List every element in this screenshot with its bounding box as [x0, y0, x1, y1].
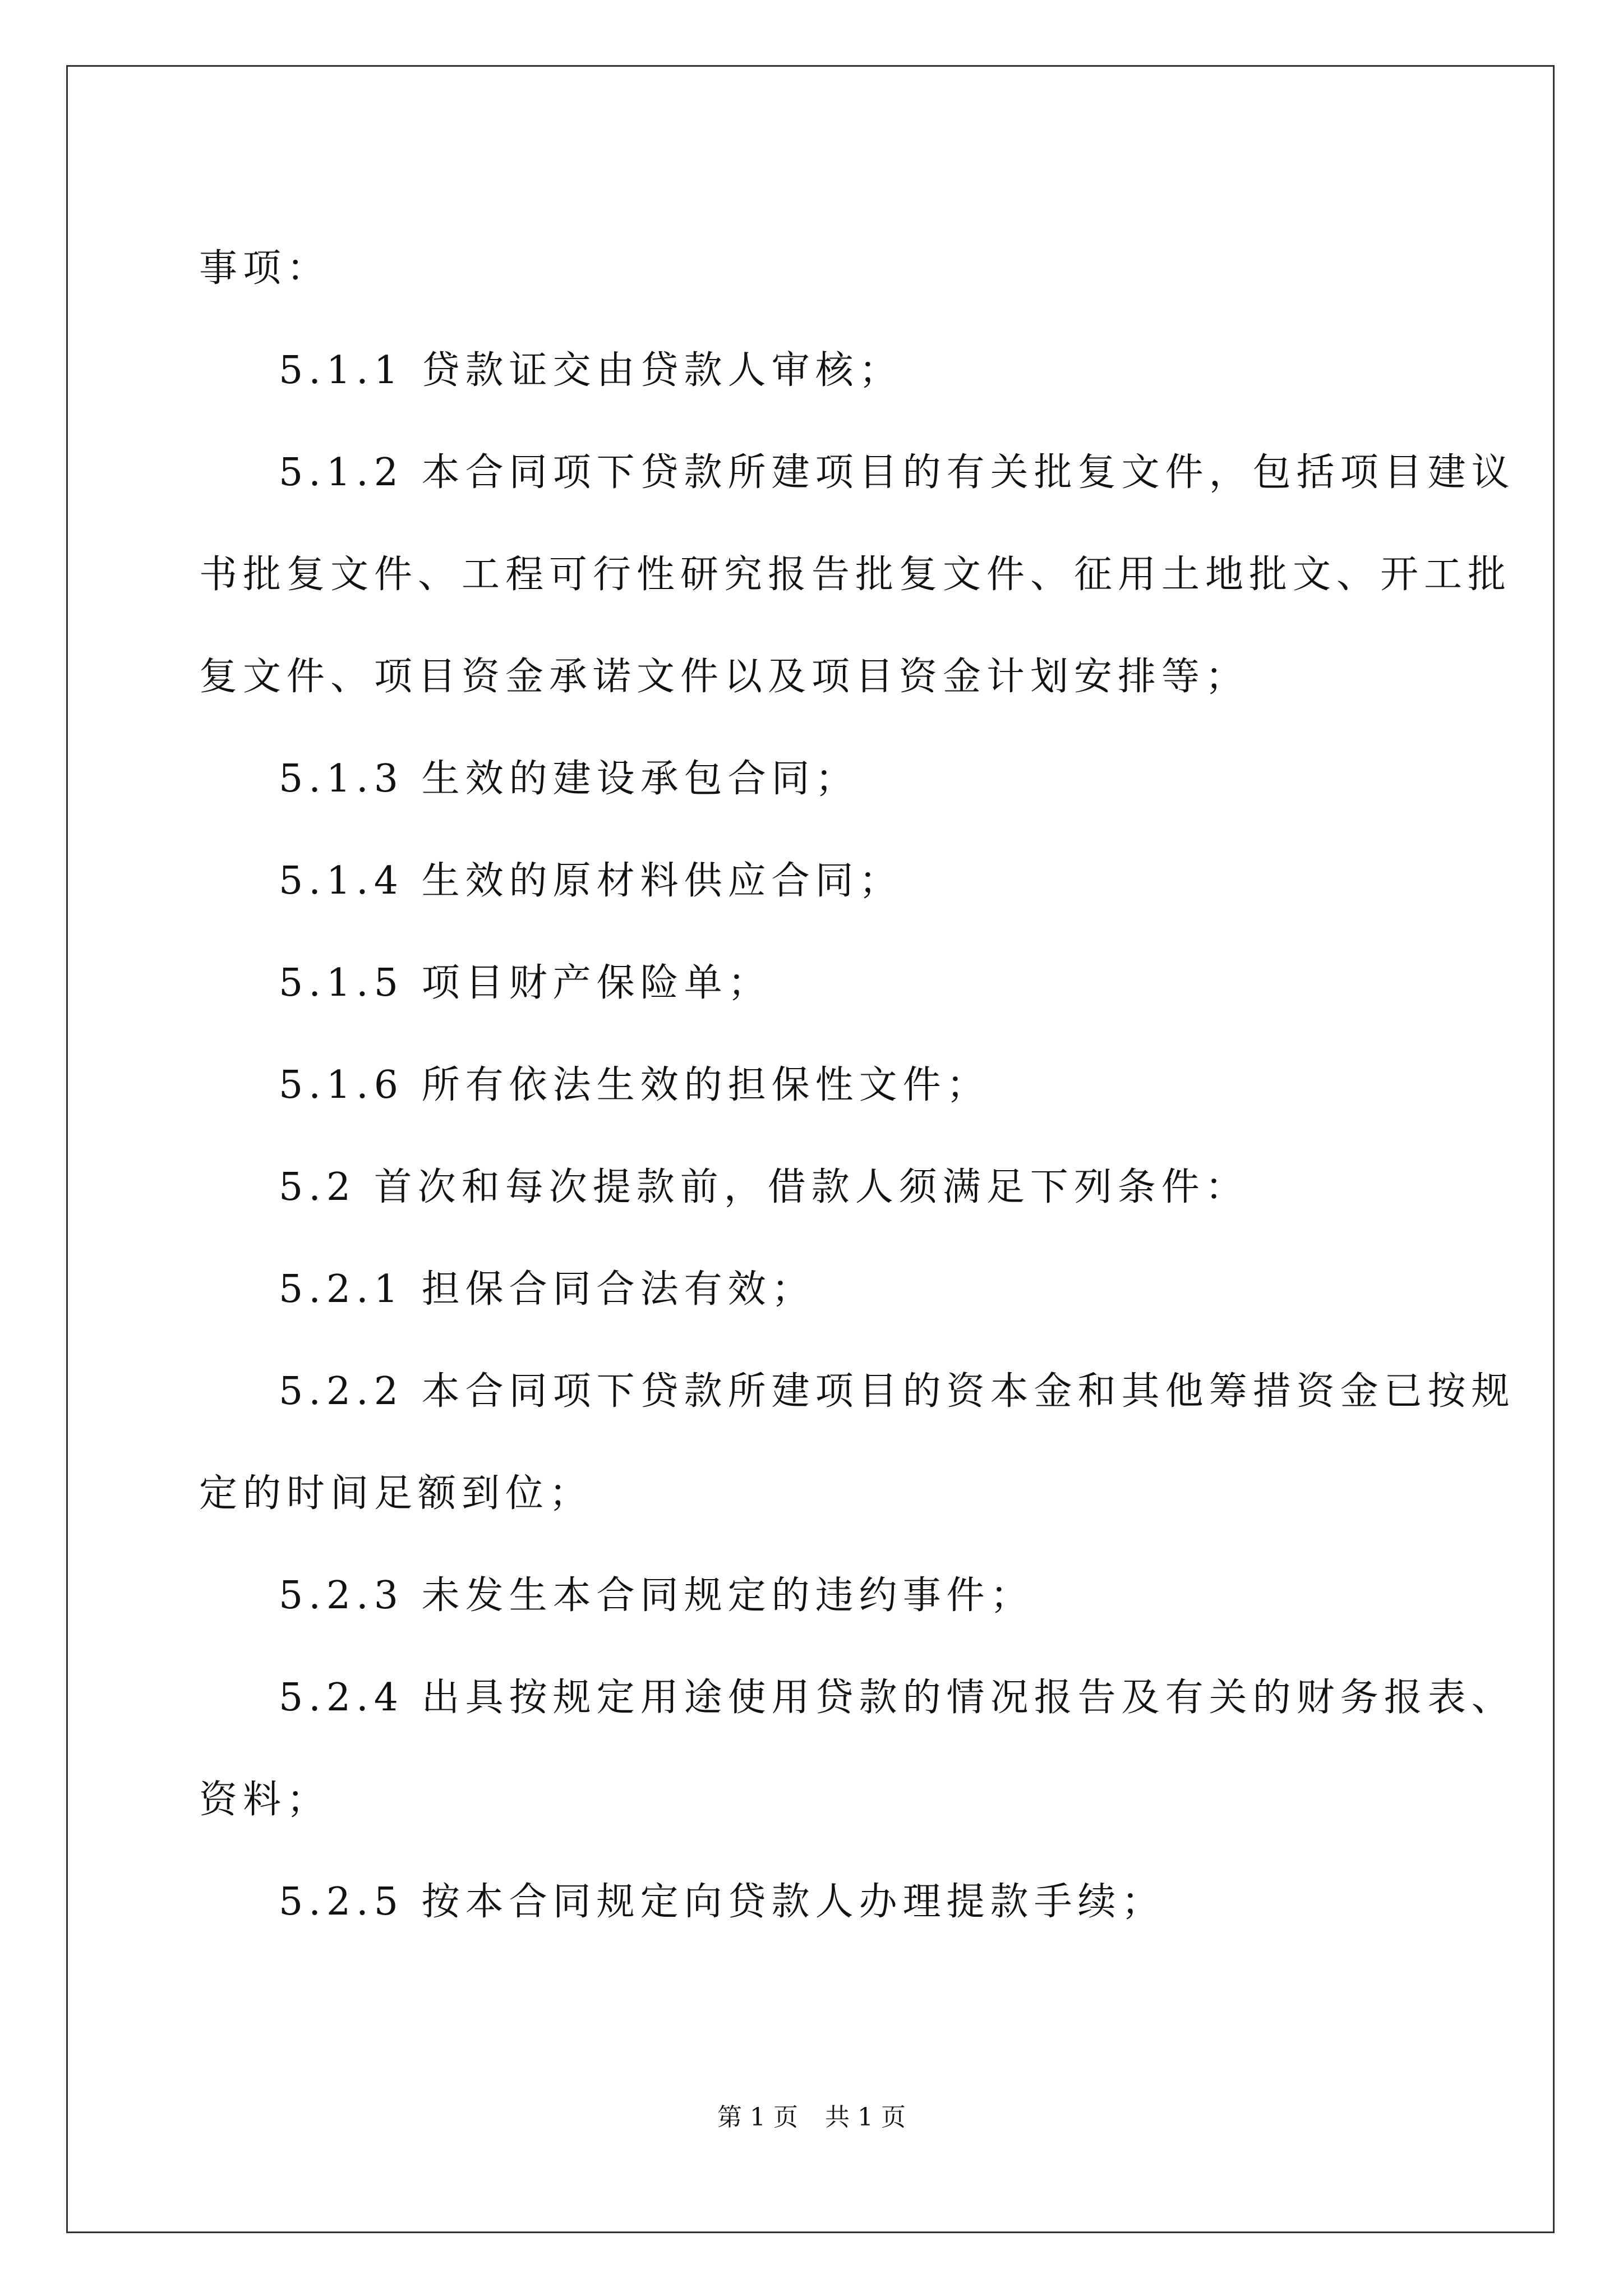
paragraph-line: 资料；	[199, 1778, 331, 1822]
paragraph-line: 5.2.3 未发生本合同规定的违约事件；	[279, 1573, 1034, 1618]
paragraph-line: 5.2.5 按本合同规定向贷款人办理提款手续；	[279, 1880, 1165, 1924]
paragraph-line: 5.1.4 生效的原材料供应合同；	[279, 859, 903, 903]
paragraph-line: 5.2.1 担保合同合法有效；	[279, 1267, 815, 1312]
paragraph-line: 定的时间足额到位；	[199, 1471, 593, 1516]
paragraph-line: 5.1.1 贷款证交由贷款人审核；	[279, 348, 903, 393]
paragraph-line: 事项：	[199, 246, 331, 291]
paragraph-line: 5.1.3 生效的建设承包合同；	[279, 757, 859, 801]
paragraph-line: 5.1.5 项目财产保险单；	[279, 961, 772, 1005]
document-body	[199, 218, 1515, 1953]
page-total: 共 1 页	[825, 2103, 906, 2132]
page-number: 第 1 页	[717, 2103, 798, 2132]
paragraph-line: 5.2.2 本合同项下贷款所建项目的资本金和其他筹措资金已按规	[279, 1369, 1515, 1414]
page-footer	[0, 2101, 1623, 2134]
paragraph-line: 5.2.4 出具按规定用途使用贷款的情况报告及有关的财务报表、	[279, 1676, 1515, 1720]
paragraph-line: 复文件、项目资金承诺文件以及项目资金计划安排等；	[199, 655, 1249, 699]
paragraph-line: 书批复文件、工程可行性研究报告批复文件、征用土地批文、开工批	[199, 553, 1512, 597]
paragraph-line: 5.2 首次和每次提款前，借款人须满足下列条件：	[279, 1165, 1249, 1209]
paragraph-line: 5.1.6 所有依法生效的担保性文件；	[279, 1063, 990, 1107]
paragraph-line: 5.1.2 本合同项下贷款所建项目的有关批复文件，包括项目建议	[279, 450, 1515, 495]
